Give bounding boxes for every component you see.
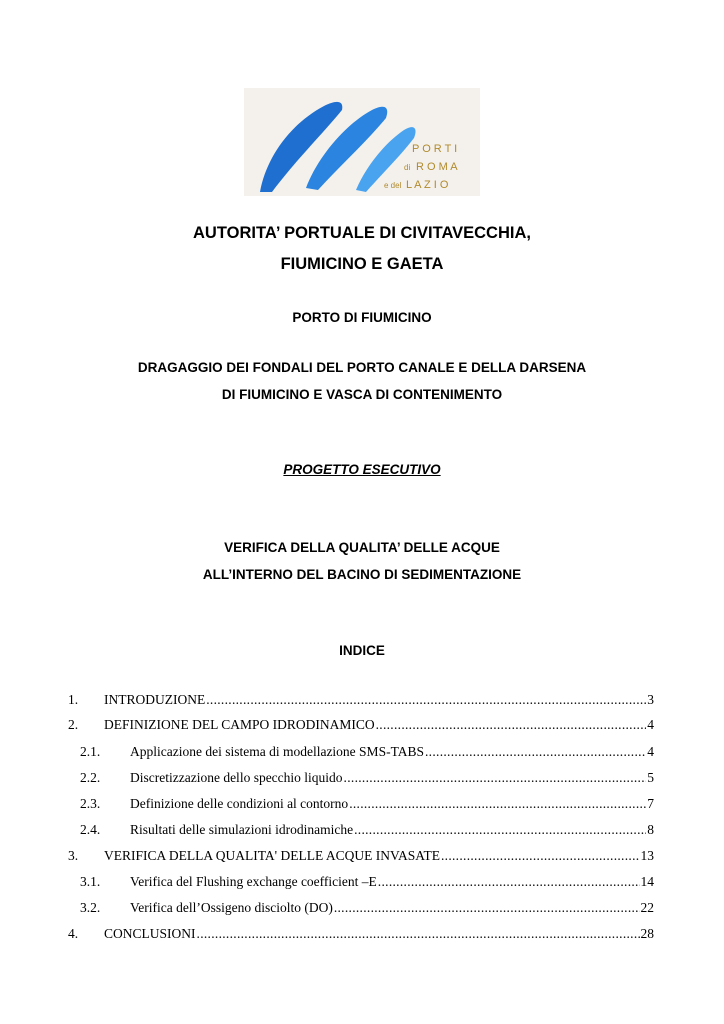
logo-text-roma: R O M A: [416, 161, 458, 173]
toc-entry-2-4[interactable]: [80, 822, 654, 842]
project-title-line2: DI FIUMICINO E VASCA DI CONTENIMENTO: [221, 387, 503, 402]
toc-title: INTRODUZIONE: [104, 692, 206, 707]
toc-page-number: 14: [640, 874, 654, 889]
toc-dot-leader: [441, 848, 640, 864]
toc-title: Applicazione dei sistema di modellazione SMS-TABS: [130, 744, 424, 759]
toc-number: 2.1.: [80, 744, 101, 759]
toc-title: DEFINIZIONE DEL CAMPO IDRODINAMICO: [104, 717, 375, 732]
authority-title-line2: FIUMICINO E GAETA: [280, 255, 444, 273]
project-phase: PROGETTO ESECUTIVO: [283, 462, 441, 477]
toc-number: 4.: [68, 926, 79, 941]
toc-dot-leader: [197, 926, 640, 942]
logo-text-porti: P O R T I: [412, 143, 458, 155]
toc-title: Verifica dell’Ossigeno disciolto (DO): [130, 900, 333, 915]
toc-dot-leader: [376, 717, 647, 733]
toc-number: 2.3.: [80, 796, 101, 811]
logo-text-lazio: L A Z I O: [406, 179, 449, 191]
toc-entry-2-1[interactable]: [80, 744, 654, 764]
toc-title: VERIFICA DELLA QUALITA' DELLE ACQUE INVASATE: [104, 848, 440, 863]
toc-page-number: 4: [647, 717, 654, 732]
authority-title-line1: AUTORITA’ PORTUALE DI CIVITAVECCHIA,: [193, 224, 531, 242]
toc-title: Definizione delle condizioni al contorno: [130, 796, 349, 811]
toc-title: Discretizzazione dello specchio liquido: [130, 770, 343, 785]
subject-title-line2: ALL’INTERNO DEL BACINO DI SEDIMENTAZIONE: [202, 567, 522, 582]
toc-number: 3.: [68, 848, 79, 863]
toc-dot-leader: [344, 770, 647, 786]
toc-page-number: 8: [647, 822, 654, 837]
toc-dot-leader: [334, 900, 640, 916]
toc-entry-3-1[interactable]: [80, 874, 654, 894]
toc-dot-leader: [354, 822, 646, 838]
toc-dot-leader: [378, 874, 640, 890]
toc-page-number: 4: [647, 744, 654, 759]
toc-entry-3[interactable]: [68, 848, 654, 868]
subject-title-line1: VERIFICA DELLA QUALITA’ DELLE ACQUE: [224, 540, 500, 555]
toc-page-number: 3: [647, 692, 654, 707]
toc-dot-leader: [206, 692, 646, 708]
index-title: INDICE: [339, 643, 385, 658]
toc-page-number: 28: [640, 926, 654, 941]
logo-text-di: di: [404, 163, 411, 172]
port-name: PORTO DI FIUMICINO: [292, 310, 432, 325]
toc-number: 3.1.: [80, 874, 101, 889]
logo-text-edel: e del: [384, 181, 402, 190]
toc-number: 2.2.: [80, 770, 101, 785]
toc-title: Verifica del Flushing exchange coefficient –E: [130, 874, 377, 889]
toc-page-number: 7: [647, 796, 654, 811]
toc-number: 2.4.: [80, 822, 101, 837]
toc-page-number: 13: [640, 848, 654, 863]
toc-page-number: 5: [647, 770, 654, 785]
toc-number: 3.2.: [80, 900, 101, 915]
project-title-line1: DRAGAGGIO DEI FONDALI DEL PORTO CANALE E DELLA DARSENA: [137, 360, 587, 375]
toc-entry-1[interactable]: [68, 692, 654, 712]
toc-entry-2[interactable]: [68, 717, 654, 737]
toc-title: CONCLUSIONI: [104, 926, 196, 941]
toc-entry-2-2[interactable]: [80, 770, 654, 790]
toc-number: 1.: [68, 692, 79, 707]
toc-dot-leader: [349, 796, 646, 812]
toc-page-number: 22: [640, 900, 654, 915]
toc-entry-4[interactable]: [68, 926, 654, 946]
toc-dot-leader: [425, 744, 646, 760]
toc-entry-3-2[interactable]: [80, 900, 654, 920]
toc-entry-2-3[interactable]: [80, 796, 654, 816]
toc-number: 2.: [68, 717, 79, 732]
porti-di-roma-logo: [244, 88, 480, 196]
toc-title: Risultati delle simulazioni idrodinamiche: [130, 822, 354, 837]
